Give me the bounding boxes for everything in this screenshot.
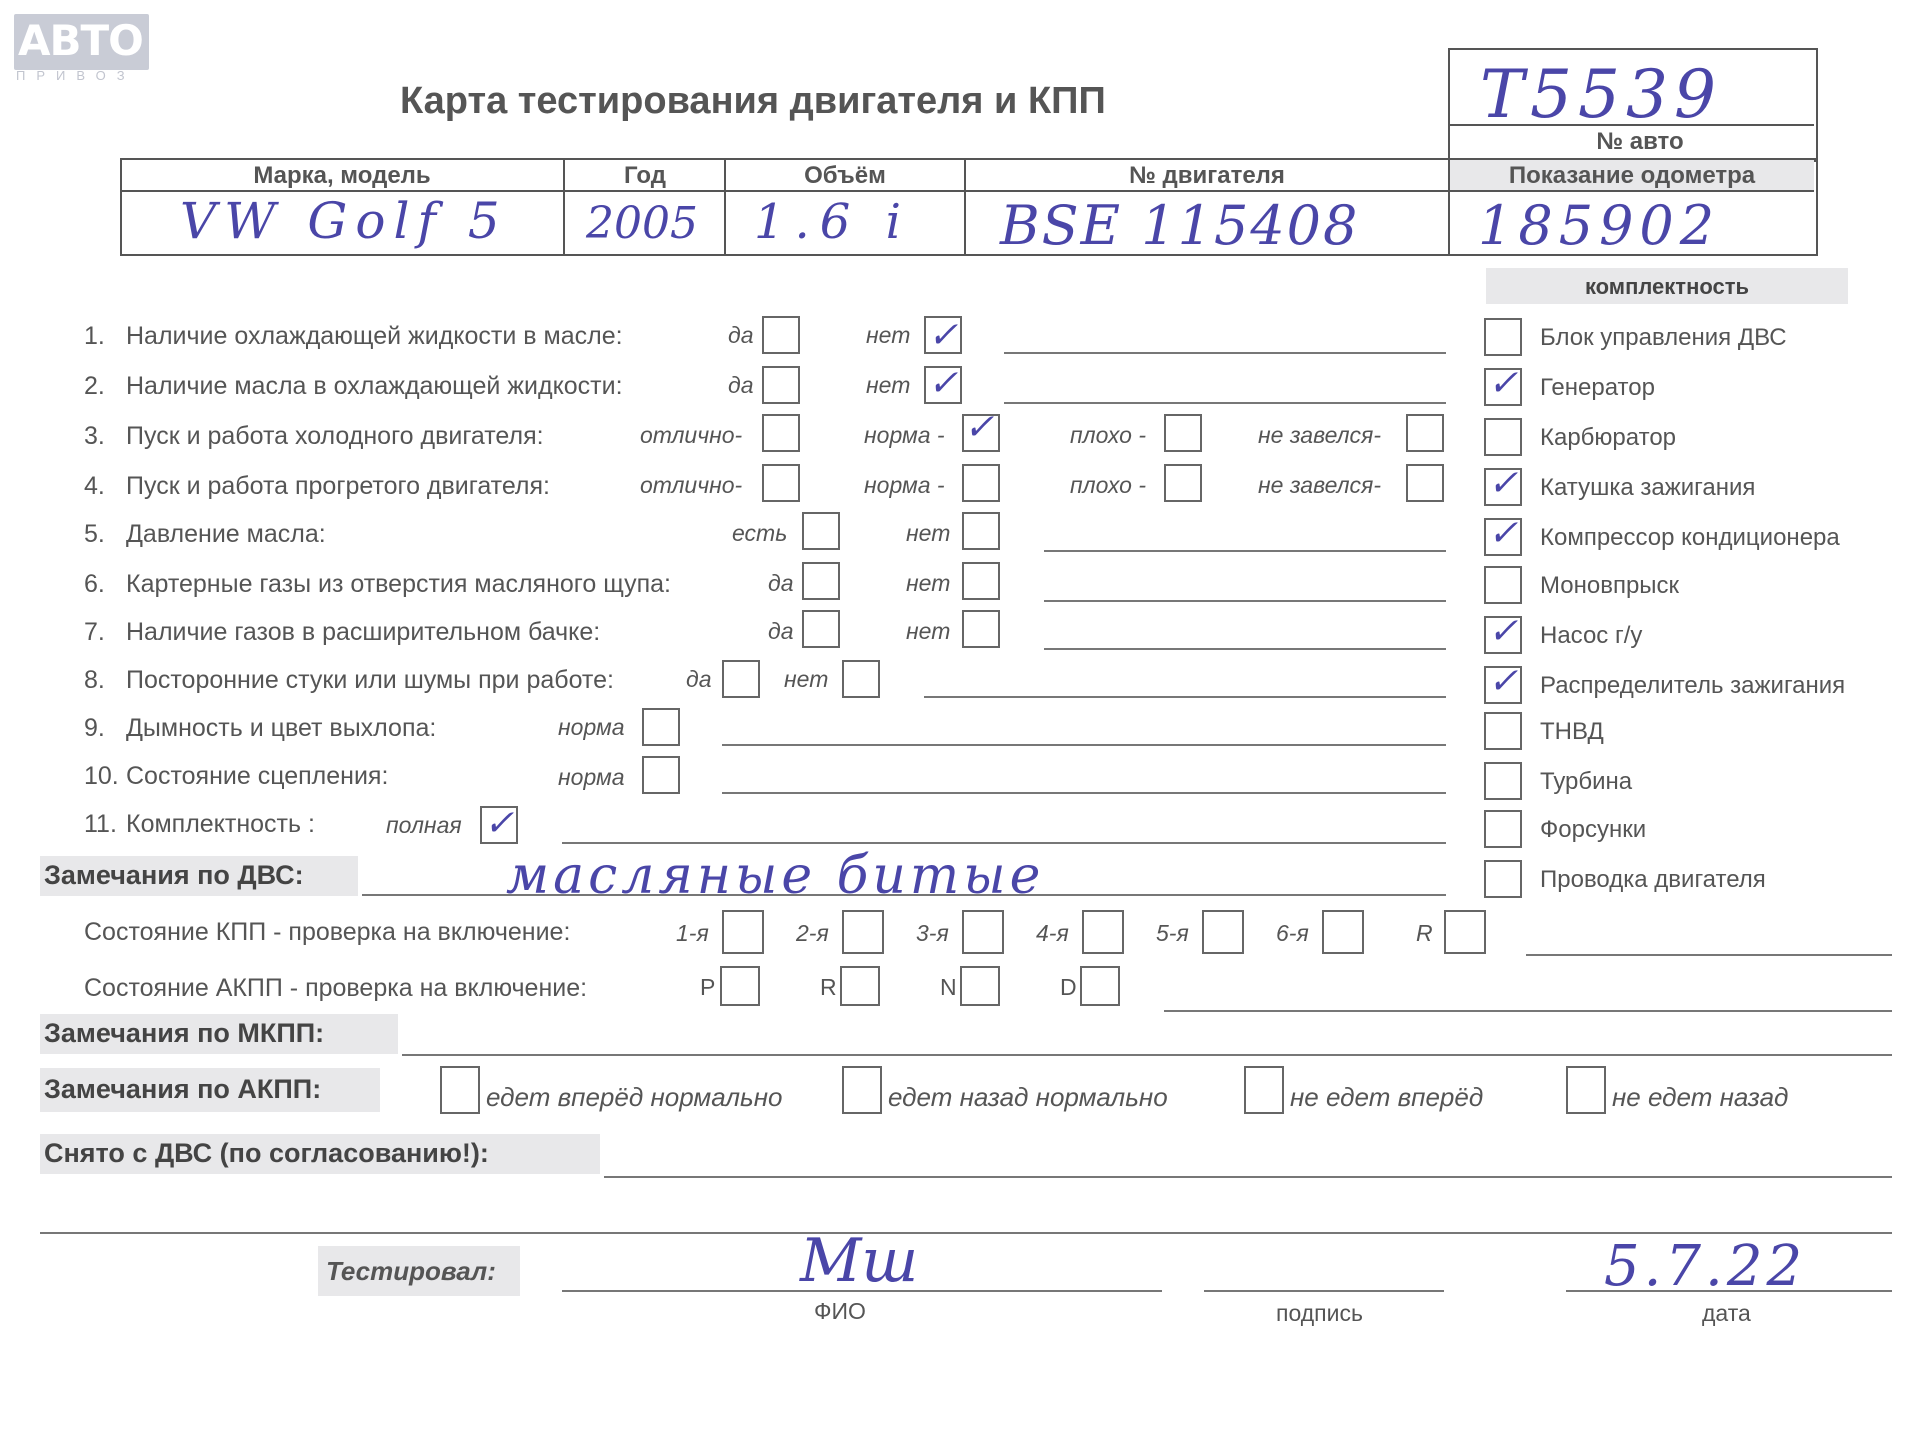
q11-number: 11. (84, 810, 117, 838)
kit-item-label-9: Турбина (1540, 768, 1633, 795)
kpp-gear-checkbox-0[interactable] (722, 910, 764, 954)
q1-yes-checkbox[interactable] (762, 316, 800, 354)
q11-note-line[interactable] (562, 842, 1446, 844)
q2-opt-yes: да (728, 372, 754, 398)
kit-item-label-2: Карбюратор (1540, 424, 1677, 451)
q4-normal-checkbox[interactable] (962, 464, 1000, 502)
auto-number-value[interactable]: Т5539 (1480, 56, 1722, 133)
kpp-gear-label-1: 2-я (796, 920, 829, 946)
q6-text: Картерные газы из отверстия масляного щупа: (126, 570, 671, 598)
akpp-gear-checkbox-2[interactable] (960, 966, 1000, 1006)
akpp-remark-label-2: не едет вперёд (1290, 1082, 1484, 1112)
logo-text: АВТО (18, 16, 143, 65)
q5-yes-checkbox[interactable] (802, 512, 840, 550)
q7-opt-no: нет (906, 618, 951, 644)
q11-opt-full: полная (386, 812, 462, 838)
q2-opt-no: нет (866, 372, 911, 398)
kpp-gear-label-2: 3-я (916, 920, 949, 946)
kit-checkbox-9[interactable] (1484, 762, 1522, 800)
akpp-gear-checkbox-0[interactable] (720, 966, 760, 1006)
volume-header: Объём (804, 162, 886, 189)
q2-number: 2. (84, 372, 105, 400)
kit-checkbox-5[interactable] (1484, 566, 1522, 604)
akpp-gear-label-3: D (1060, 974, 1077, 1000)
engine-value[interactable]: BSE 115408 (1000, 194, 1360, 257)
kit-check-mark-1: ✓ (1488, 363, 1519, 404)
akpp-gear-checkbox-1[interactable] (840, 966, 880, 1006)
remarks-mkpp-line[interactable] (402, 1054, 1892, 1056)
q3-bad-checkbox[interactable] (1164, 414, 1202, 452)
q9-note-line[interactable] (722, 744, 1446, 746)
kit-checkbox-10[interactable] (1484, 810, 1522, 848)
q3-number: 3. (84, 422, 105, 450)
akpp-remark-checkbox-2[interactable] (1244, 1066, 1284, 1114)
kpp-gear-checkbox-2[interactable] (962, 910, 1004, 954)
kit-checkbox-2[interactable] (1484, 418, 1522, 456)
akpp-remark-label-1: едет назад нормально (888, 1082, 1168, 1112)
q11-text: Комплектность : (126, 810, 315, 838)
kit-item-label-5: Моновпрыск (1540, 572, 1680, 599)
engine-header: № двигателя (1129, 162, 1285, 189)
q7-number: 7. (84, 618, 105, 646)
q9-opt-normal: норма (558, 714, 625, 740)
q6-opt-yes: да (768, 570, 794, 596)
sign-label: подпись (1276, 1300, 1363, 1326)
volume-value[interactable]: 1.6 i (754, 194, 911, 250)
page-title: Карта тестирования двигателя и КПП (400, 80, 1106, 122)
date-label: дата (1702, 1300, 1751, 1326)
odometer-header: Показание одометра (1508, 162, 1756, 189)
q3-opt-nostart: не завелся- (1258, 422, 1382, 448)
q10-note-line[interactable] (722, 792, 1446, 794)
q8-number: 8. (84, 666, 105, 694)
year-header: Год (624, 162, 666, 189)
tested-label: Тестировал: (326, 1256, 496, 1286)
kpp-gear-label-0: 1-я (676, 920, 709, 946)
kit-item-label-3: Катушка зажигания (1540, 474, 1756, 501)
kit-checkbox-11[interactable] (1484, 860, 1522, 898)
remarks-dvs-label: Замечания по ДВС: (44, 860, 304, 890)
q1-number: 1. (84, 322, 105, 350)
kpp-note-line[interactable] (1526, 954, 1892, 956)
q5-note-line[interactable] (1044, 550, 1446, 552)
model-value[interactable]: VW Golf 5 (180, 192, 508, 250)
remarks-dvs-value[interactable]: масляные битые (506, 846, 1045, 906)
q8-no-checkbox[interactable] (842, 660, 880, 698)
kit-check-mark-7: ✓ (1488, 661, 1519, 702)
q6-number: 6. (84, 570, 105, 598)
kit-title: комплектность (1584, 274, 1750, 299)
q3-nostart-checkbox[interactable] (1406, 414, 1444, 452)
akpp-remark-checkbox-1[interactable] (842, 1066, 882, 1114)
q9-number: 9. (84, 714, 105, 742)
q2-note-line[interactable] (1004, 402, 1446, 404)
odometer-value[interactable]: 185902 (1478, 194, 1721, 257)
q1-text: Наличие охлаждающей жидкости в масле: (126, 322, 623, 350)
kit-item-label-8: ТНВД (1540, 718, 1604, 745)
q8-opt-no: нет (784, 666, 829, 692)
q4-bad-checkbox[interactable] (1164, 464, 1202, 502)
kit-checkbox-0[interactable] (1484, 318, 1522, 356)
q11-full-mark: ✓ (484, 803, 515, 844)
q4-nostart-checkbox[interactable] (1406, 464, 1444, 502)
auto-number-label: № авто (1596, 128, 1684, 155)
kit-item-label-10: Форсунки (1540, 816, 1647, 843)
kit-check-mark-6: ✓ (1488, 611, 1519, 652)
kpp-gear-checkbox-1[interactable] (842, 910, 884, 954)
kit-item-label-6: Насос г/у (1540, 622, 1643, 649)
q5-no-checkbox[interactable] (962, 512, 1000, 550)
logo-subtext: ПРИВОЗ (16, 68, 136, 83)
q2-no-mark: ✓ (928, 363, 959, 404)
akpp-gear-label-0: P (700, 974, 716, 1000)
q5-text: Давление масла: (126, 520, 326, 548)
akpp-note-line[interactable] (1164, 1010, 1892, 1012)
removed-label: Снято с ДВС (по согласованию!): (44, 1138, 489, 1168)
kit-item-label-7: Распределитель зажигания (1540, 672, 1846, 699)
sign-line[interactable] (1204, 1290, 1444, 1292)
akpp-gear-checkbox-3[interactable] (1080, 966, 1120, 1006)
akpp-gear-label-1: R (820, 974, 837, 1000)
removed-line[interactable] (604, 1176, 1892, 1178)
q8-opt-yes: да (686, 666, 712, 692)
q7-yes-checkbox[interactable] (802, 610, 840, 648)
q3-text: Пуск и работа холодного двигателя: (126, 422, 544, 450)
q9-normal-checkbox[interactable] (642, 708, 680, 746)
q10-text: Состояние сцепления: (126, 762, 389, 790)
q9-text: Дымность и цвет выхлопа: (126, 714, 437, 742)
q4-text: Пуск и работа прогретого двигателя: (126, 472, 550, 500)
q10-normal-checkbox[interactable] (642, 756, 680, 794)
kit-checkbox-8[interactable] (1484, 712, 1522, 750)
q2-text: Наличие масла в охлаждающей жидкости: (126, 372, 623, 400)
q4-opt-bad: плохо - (1070, 472, 1146, 498)
q1-opt-yes: да (728, 322, 754, 348)
q1-opt-no: нет (866, 322, 911, 348)
q5-opt-no: нет (906, 520, 951, 546)
q6-no-checkbox[interactable] (962, 562, 1000, 600)
q4-opt-normal: норма - (864, 472, 945, 498)
kit-check-mark-4: ✓ (1488, 513, 1519, 554)
q8-text: Посторонние стуки или шумы при работе: (126, 666, 614, 694)
q4-number: 4. (84, 472, 105, 500)
kit-check-mark-3: ✓ (1488, 463, 1519, 504)
kpp-gear-label-6: R (1416, 920, 1433, 946)
q8-note-line[interactable] (924, 696, 1446, 698)
q7-note-line[interactable] (1044, 648, 1446, 650)
q3-opt-bad: плохо - (1070, 422, 1146, 448)
q3-opt-excellent: отлично- (640, 422, 743, 448)
q3-normal-mark: ✓ (964, 407, 995, 448)
q5-opt-yes: есть (732, 520, 788, 546)
akpp-label: Состояние АКПП - проверка на включение: (84, 974, 588, 1002)
kpp-gear-label-3: 4-я (1036, 920, 1069, 946)
fio-label: ФИО (814, 1298, 866, 1324)
remarks-akpp-label: Замечания по АКПП: (44, 1074, 322, 1104)
akpp-remark-checkbox-0[interactable] (440, 1066, 480, 1114)
kit-item-label-11: Проводка двигателя (1540, 866, 1766, 893)
kpp-gear-checkbox-6[interactable] (1444, 910, 1486, 954)
signature-value[interactable]: Мш (800, 1226, 919, 1296)
akpp-remark-checkbox-3[interactable] (1566, 1066, 1606, 1114)
kit-item-label-0: Блок управления ДВС (1540, 324, 1787, 351)
kpp-label: Состояние КПП - проверка на включение: (84, 918, 571, 946)
q4-excellent-checkbox[interactable] (762, 464, 800, 502)
kpp-gear-label-4: 5-я (1156, 920, 1189, 946)
kit-item-label-1: Генератор (1540, 374, 1655, 401)
q5-number: 5. (84, 520, 105, 548)
year-value[interactable]: 2005 (586, 198, 698, 249)
q7-no-checkbox[interactable] (962, 610, 1000, 648)
col-divider (563, 158, 565, 254)
q10-number: 10. (84, 762, 119, 790)
q4-opt-excellent: отлично- (640, 472, 743, 498)
q6-note-line[interactable] (1044, 600, 1446, 602)
kit-item-label-4: Компрессор кондиционера (1540, 524, 1840, 551)
q10-opt-normal: норма (558, 764, 625, 790)
akpp-gear-label-2: N (940, 974, 957, 1000)
q3-excellent-checkbox[interactable] (762, 414, 800, 452)
q1-no-mark: ✓ (928, 315, 959, 356)
remarks-mkpp-label: Замечания по МКПП: (44, 1018, 325, 1048)
model-header: Марка, модель (253, 162, 431, 189)
kpp-gear-checkbox-3[interactable] (1082, 910, 1124, 954)
kpp-gear-label-5: 6-я (1276, 920, 1309, 946)
akpp-remark-label-0: едет вперёд нормально (486, 1082, 783, 1112)
q4-opt-nostart: не завелся- (1258, 472, 1382, 498)
q2-yes-checkbox[interactable] (762, 366, 800, 404)
q1-note-line[interactable] (1004, 352, 1446, 354)
kpp-gear-checkbox-4[interactable] (1202, 910, 1244, 954)
q8-yes-checkbox[interactable] (722, 660, 760, 698)
q7-text: Наличие газов в расширительном бачке: (126, 618, 601, 646)
q3-opt-normal: норма - (864, 422, 945, 448)
q6-opt-no: нет (906, 570, 951, 596)
akpp-remark-label-3: не едет назад (1612, 1082, 1789, 1112)
q6-yes-checkbox[interactable] (802, 562, 840, 600)
kpp-gear-checkbox-5[interactable] (1322, 910, 1364, 954)
date-value[interactable]: 5.7.22 (1604, 1234, 1807, 1299)
q7-opt-yes: да (768, 618, 794, 644)
